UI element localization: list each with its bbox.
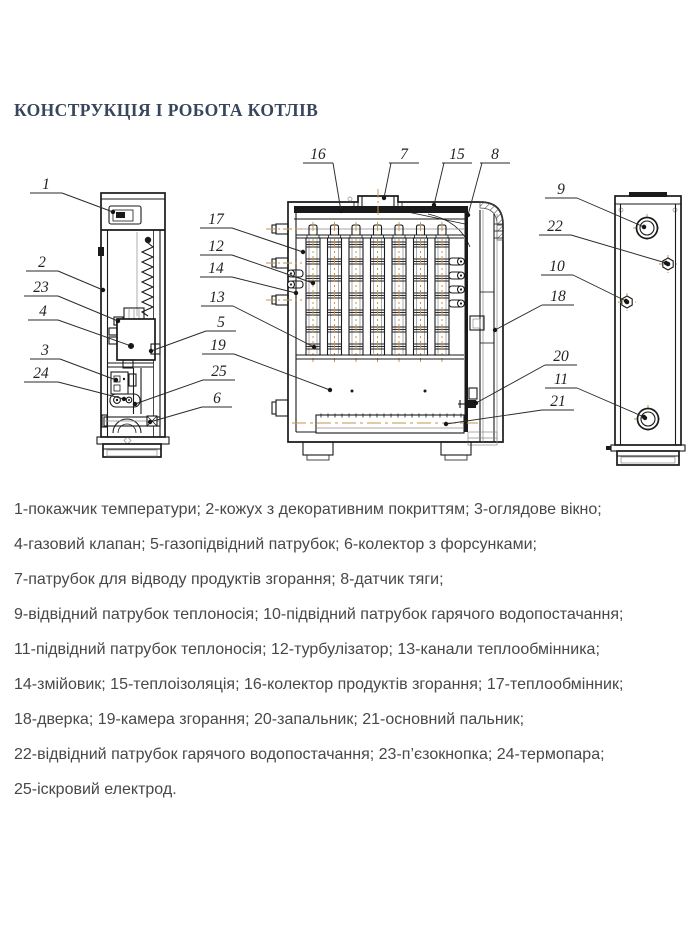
gas-manifold-stub: [272, 400, 288, 416]
svg-text:21: 21: [550, 393, 566, 410]
svg-text:14: 14: [208, 260, 224, 277]
svg-text:2: 2: [38, 254, 46, 271]
svg-text:25: 25: [211, 363, 227, 380]
svg-text:5: 5: [217, 314, 225, 331]
svg-text:13: 13: [209, 289, 225, 306]
svg-text:23: 23: [33, 279, 49, 296]
svg-text:10: 10: [549, 258, 565, 275]
svg-text:18: 18: [550, 288, 566, 305]
legend-line: 22-відвідний патрубок гарячого водопостачання; 23-п’єзокнопка; 24-термопара;: [14, 746, 605, 763]
svg-text:16: 16: [310, 146, 326, 163]
svg-text:1: 1: [42, 176, 50, 193]
legend-line: 11-підвідний патрубок теплоносія; 12-турбулізатор; 13-канали теплообмінника;: [14, 641, 600, 658]
left-view-base: [97, 437, 169, 457]
callout-18: [493, 288, 574, 332]
front-view-feet: [303, 442, 471, 460]
svg-text:4: 4: [39, 303, 47, 320]
insulation-band: [294, 206, 465, 213]
legend-line: 1-покажчик температури; 2-кожух з декоративним покриттям; 3-оглядове вікно;: [14, 501, 602, 518]
svg-text:6: 6: [213, 390, 221, 407]
front-section-view: [266, 189, 503, 460]
svg-text:22: 22: [547, 218, 563, 235]
legend-line: 18-дверка; 19-камера згорання; 20-запальник; 21-основний пальник;: [14, 711, 525, 728]
legend: [14, 492, 692, 807]
legend-line: 7-патрубок для відводу продуктів згорання; 8-датчик тяги;: [14, 571, 444, 588]
svg-text:7: 7: [400, 146, 408, 163]
svg-text:19: 19: [210, 337, 226, 354]
legend-line: 25-іскровий електрод.: [14, 781, 177, 798]
boiler-drawing: [0, 140, 700, 475]
callout-7: [382, 146, 419, 200]
left-side-view: [97, 193, 169, 457]
svg-text:9: 9: [557, 181, 565, 198]
svg-text:17: 17: [208, 211, 224, 228]
svg-text:11: 11: [553, 371, 569, 388]
svg-text:20: 20: [553, 348, 569, 365]
svg-text:12: 12: [208, 238, 224, 255]
svg-text:8: 8: [491, 146, 499, 163]
rear-view-base: [606, 445, 685, 465]
rear-view: [606, 192, 685, 465]
svg-text:15: 15: [449, 146, 465, 163]
svg-text:3: 3: [41, 342, 49, 359]
page-title: КОНСТРУКЦІЯ І РОБОТА КОТЛІВ: [14, 100, 319, 120]
callout-15: [432, 146, 472, 207]
legend-line: 4-газовий клапан; 5-газопідвідний патрубок; 6-колектор з форсунками;: [14, 536, 537, 553]
legend-line: 9-відвідний патрубок теплоносія; 10-підвідний патрубок гарячого водопостачання;: [14, 606, 624, 623]
svg-text:24: 24: [33, 365, 49, 382]
legend-line: 14-змійовик; 15-теплоізоляція; 16-колектор продуктів згорання; 17-теплообмінник;: [14, 676, 624, 693]
